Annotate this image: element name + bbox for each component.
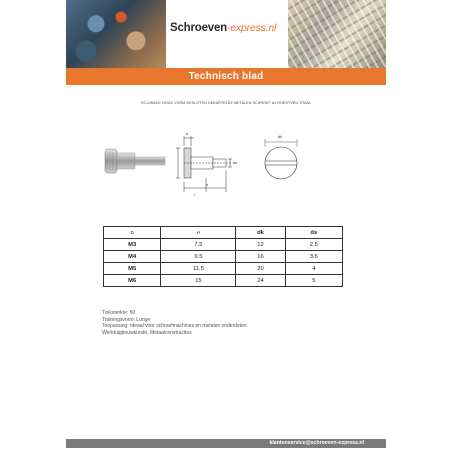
- support-email-link[interactable]: klantenservice@schroeven-express.nl: [269, 440, 364, 446]
- col-header-ds: ds: [285, 227, 342, 239]
- table-row: [104, 239, 343, 251]
- table-header-row: [104, 227, 343, 239]
- tools-photo: [66, 0, 166, 68]
- note-tensile: Treksterkte: 50: [102, 310, 136, 316]
- technical-drawings: [66, 130, 386, 205]
- screws-photo: [288, 0, 386, 68]
- label-l: l: [194, 192, 195, 197]
- front-view-drawing: [265, 139, 297, 179]
- cell-size: M5: [104, 263, 161, 275]
- col-header-d: D: [104, 227, 161, 239]
- cell-ds: 4: [285, 263, 342, 275]
- site-logo[interactable]: [170, 22, 276, 34]
- note-training: Trainingsvorm: Lunge: [102, 316, 151, 323]
- col-header-dk: dk: [236, 227, 285, 239]
- label-h: h: [206, 182, 209, 187]
- cell-dk: 20: [236, 263, 285, 275]
- logo-area: [166, 0, 288, 68]
- product-subtitle: VS-DIN464: HOGE VORM GESLOTEN GEKARTELDE METALEN SCHROEF A1 ROESTVRIJ STAAL: [140, 101, 312, 105]
- page-title: Technisch blad: [188, 71, 264, 82]
- technical-sheet: [66, 0, 386, 452]
- table-row: [104, 251, 343, 263]
- cell-dk: 16: [236, 251, 285, 263]
- cell-h: 11.5: [161, 263, 236, 275]
- note-application: Toepassing: Ideaal voor schroefmachines en metalen onderdelen: [102, 323, 247, 330]
- header-banner: [66, 0, 386, 68]
- note-sector: Werktuigbouwkunde, Metaalconstructies: [102, 329, 192, 336]
- label-ds: ds: [233, 160, 238, 165]
- col-header-h: H: [161, 227, 236, 239]
- cell-size: M3: [104, 239, 161, 251]
- cell-ds: 5: [285, 275, 342, 287]
- logo-suffix-text: -express.nl: [227, 22, 277, 34]
- product-notes: [102, 310, 247, 336]
- cell-dk: 12: [236, 239, 285, 251]
- side-view-drawing: [176, 136, 232, 192]
- cell-ds: 2.5: [285, 239, 342, 251]
- cell-size: M4: [104, 251, 161, 263]
- footer-bar: [66, 439, 386, 448]
- cell-size: M6: [104, 275, 161, 287]
- cell-h: 15: [161, 275, 236, 287]
- cell-h: 9.5: [161, 251, 236, 263]
- screw-photo: [105, 149, 165, 173]
- cell-h: 7.5: [161, 239, 236, 251]
- logo-main-text: Schroeven: [170, 22, 228, 34]
- label-dk: dk: [278, 134, 283, 139]
- cell-ds: 3.5: [285, 251, 342, 263]
- label-k: k: [186, 131, 188, 136]
- dimensions-table: [103, 226, 343, 287]
- table-row: [104, 263, 343, 275]
- table-row: [104, 275, 343, 287]
- cell-dk: 24: [236, 275, 285, 287]
